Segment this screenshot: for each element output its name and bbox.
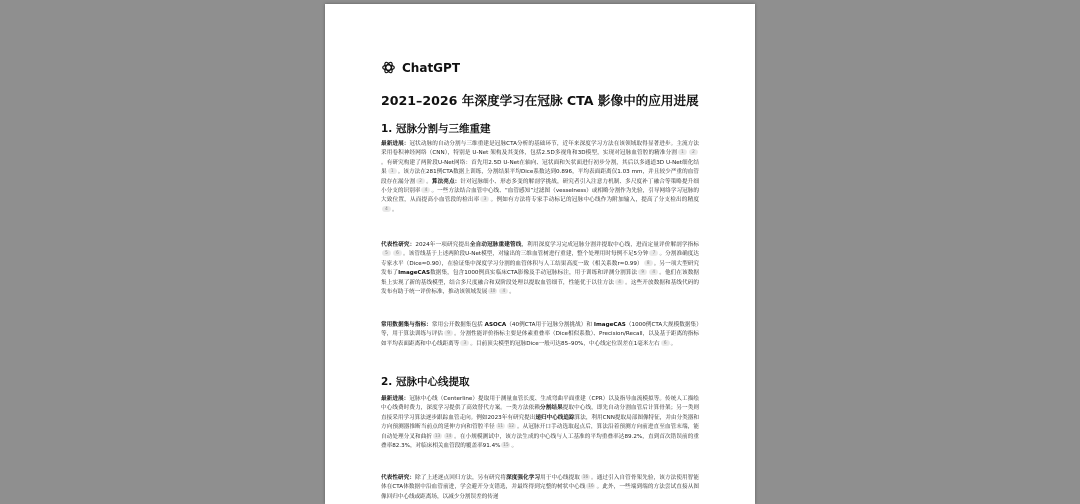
citation-badge[interactable]: 1 — [678, 149, 687, 155]
paragraph-lead: 代表性研究： — [381, 242, 416, 248]
text-run: 针对冠脉细小、形态多变的解剖学挑战，研究者引入注意力机制、多尺度补丁融合等策略提升细小分支的识别率 — [381, 178, 699, 195]
section-heading: 2. 冠脉中心线提取 — [381, 376, 470, 388]
text-run: 。这些开放数据和基线代码的发布有助于统一评价标准，推动该领域发展 — [381, 279, 699, 296]
citation-badge[interactable]: 13 — [434, 432, 441, 438]
text-run: （40例CTA用于冠脉分割挑战）和 — [506, 322, 594, 328]
text-run: 。他们在该数据集上实现了新的基线模型，结合多尺度融合和双阶段处理以提取血管细节，性能优于以往方法 — [381, 270, 699, 286]
citation-badge[interactable]: 3 — [480, 196, 489, 202]
document-title: 2021–2026 年深度学习在冠脉 CTA 影像中的应用进展 — [381, 93, 699, 108]
bold-term: 递归中心线追踪 — [535, 414, 575, 421]
paragraph — [381, 395, 699, 451]
text-run: 。 — [511, 443, 518, 450]
text-run: 。 — [392, 206, 398, 213]
citation-badge[interactable]: 4 — [649, 269, 658, 275]
text-run: 。分割准确度达专家水平（Dice≈0.90），在验证集中深度学习分割的血管体积与人工结果高度一致（相关系数r≈0.99） — [381, 251, 699, 267]
text-run: 算法，利用CNN提取局部图像特征，并由分类器和方向预测器推断当前点的延伸方向和管腔半径 — [381, 414, 699, 431]
text-run: 。此外，一些端到端的方法尝试直接从图像回归中心线或距离场，以减少分割误差的传递 — [381, 484, 699, 500]
paragraph-lead: 最新进展： — [381, 141, 410, 147]
citation-badge[interactable]: 4 — [421, 187, 430, 193]
citation-badge[interactable]: 1 — [388, 168, 397, 174]
citation-badge[interactable]: 14 — [445, 432, 452, 438]
citation-badge[interactable]: 6 — [393, 250, 402, 256]
bold-term: 深度强化学习 — [506, 475, 541, 481]
text-run: 提取中心线，即先自动分割血管后计算骨架；另一类则直接采用学习算法逐步跟踪血管走向。例如2023年有研究提出 — [381, 405, 699, 421]
text-run: 。 — [509, 289, 515, 296]
paragraph — [381, 321, 699, 349]
section-heading: 1. 冠脉分割与三维重建 — [381, 123, 491, 135]
paragraph-lead: 代表性研究： — [381, 475, 416, 481]
text-run: 冠脉中心线（Centerline）提取用于测量血管长度、生成弯曲平面重建（CPR）以及指导血流模拟等。传统人工描绘中心线费时费力，深度学习提供了高效替代方案。一类方法依赖 — [381, 396, 699, 412]
citation-badge[interactable]: 3 — [460, 340, 469, 346]
brand-name: ChatGPT — [402, 60, 461, 75]
bold-term: 全自动冠脉重建管线 — [469, 242, 522, 248]
openai-logo-icon — [381, 60, 396, 75]
text-run: 常用公开数据集包括 — [431, 322, 485, 328]
citation-badge[interactable]: 11 — [497, 423, 504, 429]
citation-badge[interactable]: 9 — [444, 330, 453, 336]
citation-badge[interactable]: 6 — [661, 340, 670, 346]
text-run: 数据集，包含1000例真实临床CTA影像及手动冠脉标注，用于训练和评测分割算法 — [430, 270, 638, 277]
bold-term: ASOCA — [484, 322, 507, 328]
citation-badge[interactable]: 5 — [382, 250, 391, 256]
text-run: 。 — [670, 340, 677, 347]
citation-badge[interactable]: 7 — [649, 250, 658, 256]
citation-badge[interactable]: 12 — [508, 423, 515, 429]
citation-badge[interactable]: 4 — [382, 206, 391, 212]
citation-badge[interactable]: 9 — [638, 269, 647, 275]
text-run: 。一些方法结合血管中心线、“血管感知”过滤图（vesselness）或相略分割作为先验，引导网络学习冠脉的大致位置，从而提高小血管段的检出率 — [381, 188, 699, 204]
text-run: 。分割性能评价指标主要是体素重叠率（Dice相似系数）、Precision/Recall，以及基于距离的指标如平均表面距离和中心线距离等 — [381, 331, 699, 347]
citation-badge[interactable]: 4 — [499, 288, 508, 294]
citation-badge[interactable]: 16 — [582, 474, 589, 479]
paragraph-lead: 最新进展： — [381, 396, 410, 402]
citation-badge[interactable]: 2 — [416, 178, 425, 184]
text-run: 。该管线基于上述两阶段U-Net模型，对输出的三维血管树进行重建，整个处理用时每例不足5分钟 — [403, 251, 649, 258]
text-run: 。在小规模测试中，该方法生成的中心线与人工基准的平均重叠率达89.2%，直到首次错误前的重叠率82.3%，对临床相关血管段的覆盖率91.4% — [381, 433, 699, 450]
bold-term: 分割结果 — [540, 405, 563, 412]
text-run: （1000例CTA大规模数据集）等，用于算法训练与评估 — [381, 322, 699, 338]
text-run: 。从冠脉开口手动选取起点后，算法沿着预测方向前进直至血管末端，能自动处理分叉和曲折 — [381, 424, 699, 440]
paragraph-lead: 常用数据集与指标： — [381, 322, 432, 328]
citation-badge[interactable]: 4 — [615, 279, 624, 285]
paragraph — [381, 474, 699, 502]
text-run: 。有研究构建了两阶段U-Net网络：首先用2.5D U-Net在轴向、冠状面和矢状面进行初步分割，其后以多通道3D U-Net细化结果 — [381, 159, 699, 176]
text-run: 。另一项大型研究发布了 — [381, 260, 699, 277]
citation-badge[interactable]: 10 — [490, 288, 496, 294]
text-run: 2024年一项研究提出 — [415, 242, 470, 248]
paragraph — [381, 140, 699, 215]
paragraph — [381, 241, 699, 297]
text-run: 除了上述逐点回归方法，另有研究将 — [415, 475, 507, 481]
citation-badge[interactable]: 16 — [588, 483, 594, 489]
text-run: 用于中心线提取 — [540, 475, 580, 481]
text-run: 。目前顶尖模型的冠脉Dice一般可达85–90%，中心线定位误差在1毫米左右 — [470, 340, 660, 347]
bold-term: ImageCAS — [593, 322, 626, 328]
brand-header — [381, 60, 460, 75]
text-run: 。通过引入自管骨架先验，该方法使用智能体在CTA体数据中沿血管前进，学会避开分支错选，并最终得到完整的树状中心线 — [381, 475, 699, 491]
text-run: 。该方法在281例CTA数据上训练，分割结果平均Dice系数达到0.896，平均表面距离仅1.03 mm，并且较少严重的血管段存在漏分割 — [381, 169, 699, 185]
text-run: 。例如有方法将专家手动标记的冠脉中心线作为附加输入，提高了分支检出的精度 — [490, 197, 699, 204]
document-page — [325, 4, 755, 504]
bold-term: 算法亮点： — [431, 178, 461, 185]
citation-badge[interactable]: 2 — [689, 149, 698, 155]
text-run: 冠状动脉的自动分割与三维重建是冠脉CTA分析的基础环节，近年来深度学习方法在该领域取得显著进步。主流方法采用卷积神经网络（CNN），特别是 U-Net 架构及其变体，包括2.5D多视角和3D模型，实现对冠脉血管腔的精准分割 — [381, 141, 699, 157]
text-run: ，利用深度学习完成冠脉分割并提取中心线，进而定量评价解剖学指标 — [521, 242, 699, 248]
citation-badge[interactable]: 15 — [503, 442, 509, 448]
text-run: 。 — [426, 178, 432, 185]
bold-term: ImageCAS — [398, 270, 431, 277]
citation-badge[interactable]: 8 — [644, 260, 653, 266]
